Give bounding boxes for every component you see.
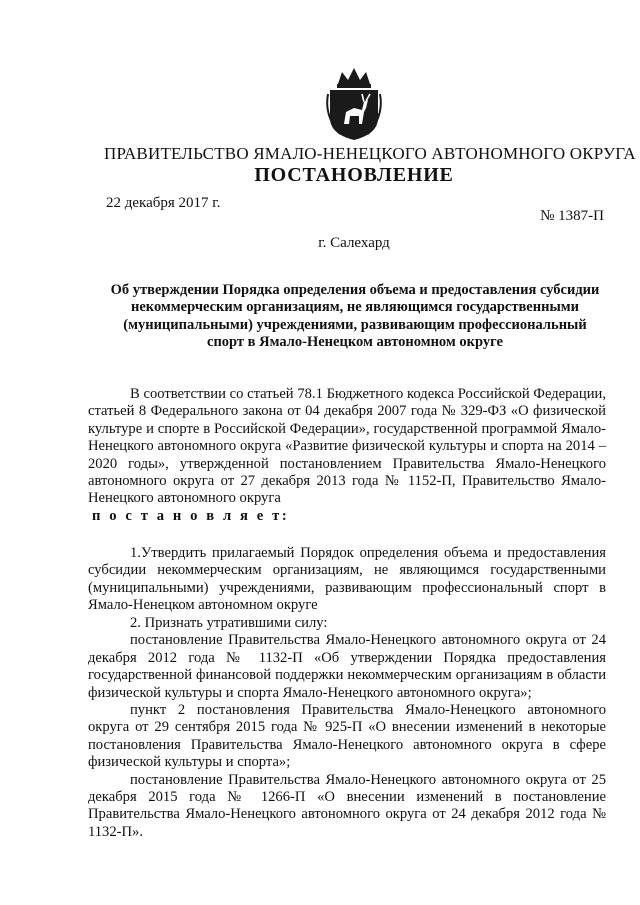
item-1-text: 1.Утвердить прилагаемый Порядок определения объема и предоставления субсидии некоммерческим организациям, не являющимся государственными (муниципальными) учреждениями, развивающим профессиональный спорт в Ямало-Ненецком автономном округе — [88, 545, 606, 614]
item-2-c-text: постановление Правительства Ямало-Ненецкого автономного округа от 25 декабря 2015 года № 1266-П «О внесении изменений в постановление Правительства Ямало-Ненецкого автономного округа от 24 декабря 2012 года № 1132-П». — [88, 771, 606, 840]
item-2-a-text: постановление Правительства Ямало-Ненецкого автономного округа от 24 декабря 2012 года № 1132-П «Об утверждении Порядка предоставления государственной финансовой поддержки некоммерческим организациям в области физической культуры и спорта Ямало-Ненецкого автономного округа»; — [88, 632, 606, 701]
document-date: 22 декабря 2017 г. — [106, 195, 221, 211]
item-1-paragraph — [88, 545, 606, 615]
coat-of-arms-icon — [324, 64, 384, 142]
document-type: ПОСТАНОВЛЕНИЕ — [254, 164, 454, 186]
government-title: ПРАВИТЕЛЬСТВО ЯМАЛО-НЕНЕЦКОГО АВТОНОМНОГО ОКРУГА — [104, 144, 636, 163]
decree-word: п о с т а н о в л я е т: — [92, 508, 290, 524]
document-city: г. Салехард — [318, 235, 390, 251]
preamble-paragraph — [88, 386, 606, 508]
preamble-text: В соответствии со статьей 78.1 Бюджетного кодекса Российской Федерации, статьей 8 Федерального закона от 04 декабря 2007 года № 329-ФЗ «О физической культуре и спорте в Российской Федерации», государственной программой Ямало-Ненецкого автономного округа «Развитие физической культуры и спорта на 2014 – 2020 годы», утвержденной постановлением Правительства Ямало-Ненецкого автономного округа от 27 декабря 2013 года № 1152-П, Правительство Ямало-Ненецкого автономного округа — [88, 386, 606, 507]
item-2-b-text: пункт 2 постановления Правительства Ямало-Ненецкого автономного округа от 29 сентября 2015 года № 925-П «О внесении изменений в некоторые постановления Правительства Ямало-Ненецкого автономного округа в сфере физической культуры и спорта»; — [88, 702, 606, 771]
item-2-section — [88, 615, 606, 841]
document-number: № 1387-П — [540, 208, 604, 224]
document-subject: Об утверждении Порядка определения объема и предоставления субсидии некоммерческим организациям, не являющимся государственными (муниципальными) учреждениями, развивающим профессиональный спорт в Ямало-Ненецком автономном округе — [110, 282, 600, 351]
item-2-heading: 2. Признать утратившими силу: — [130, 615, 328, 631]
